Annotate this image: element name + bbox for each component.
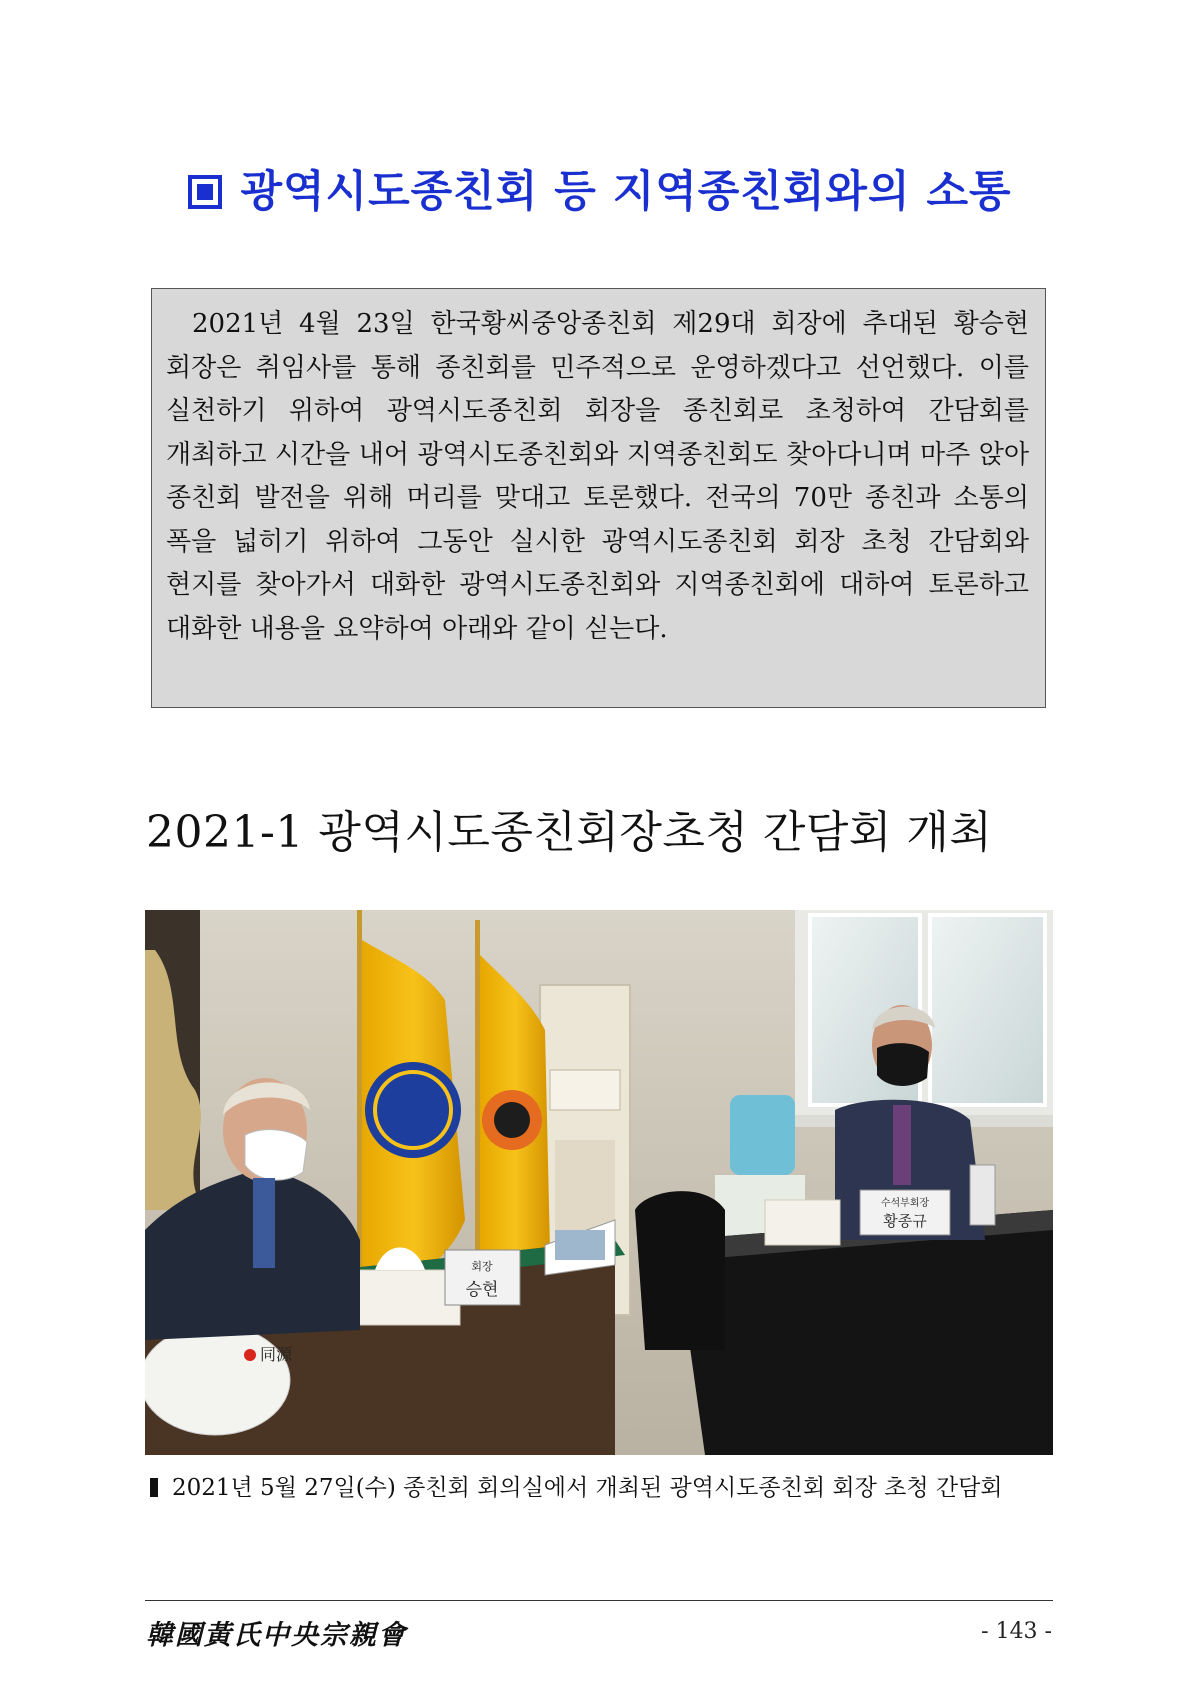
caption-bullet-icon bbox=[150, 1478, 158, 1497]
nameplate-left-title: 회장 bbox=[471, 1260, 493, 1273]
square-bullet-icon bbox=[188, 175, 222, 209]
page-title-text: 광역시도종친회 등 지역종친회와의 소통 bbox=[240, 167, 1012, 217]
intro-text-box: 2021년 4월 23일 한국황씨중앙종친회 제29대 회장에 추대된 황승현 회장은 취임사를 통해 종친회를 민주적으로 운영하겠다고 선언했다. 이를 실천하기 위하여 광역시도종친회 회장을 종친회로 초청하여 간담회를 개최하고 시간을 내어 광역시도종친회와 지역종친회도 찾아다니며 마주 앉아 종친회 발전을 위해 머리를 맞대고 토론했다. 전국의 70만 종친과 소통의 폭을 넓히기 위하여 그동안 실시한 광역시도종친회 회장 초청 간담회와 현지를 찾아가서 대화한 광역시도종친회와 지역종친회에 대하여 토론하고 대화한 내용을 요약하여 아래와 같이 싣는다. bbox=[151, 288, 1046, 708]
nameplate-right-title: 수석부회장 bbox=[880, 1198, 930, 1209]
section-heading: 2021-1 광역시도종친회장초청 간담회 개최 bbox=[146, 807, 993, 858]
nameplate-left-name: 승현 bbox=[465, 1280, 499, 1300]
meeting-photo bbox=[145, 910, 1053, 1455]
page-title bbox=[0, 158, 1200, 219]
photo-caption bbox=[150, 1469, 1060, 1502]
page-number: - 143 - bbox=[981, 1619, 1052, 1644]
caption-text: 2021년 5월 27일(수) 종친회 회의실에서 개최된 광역시도종친회 회장 초청 간담회 bbox=[172, 1475, 1003, 1501]
footer-org-name: 韓國黃氏中央宗親會 bbox=[146, 1620, 407, 1651]
nameplate-right-name: 황종규 bbox=[883, 1212, 927, 1230]
footer-divider bbox=[145, 1600, 1053, 1601]
fan-text: 同源 bbox=[260, 1345, 293, 1364]
